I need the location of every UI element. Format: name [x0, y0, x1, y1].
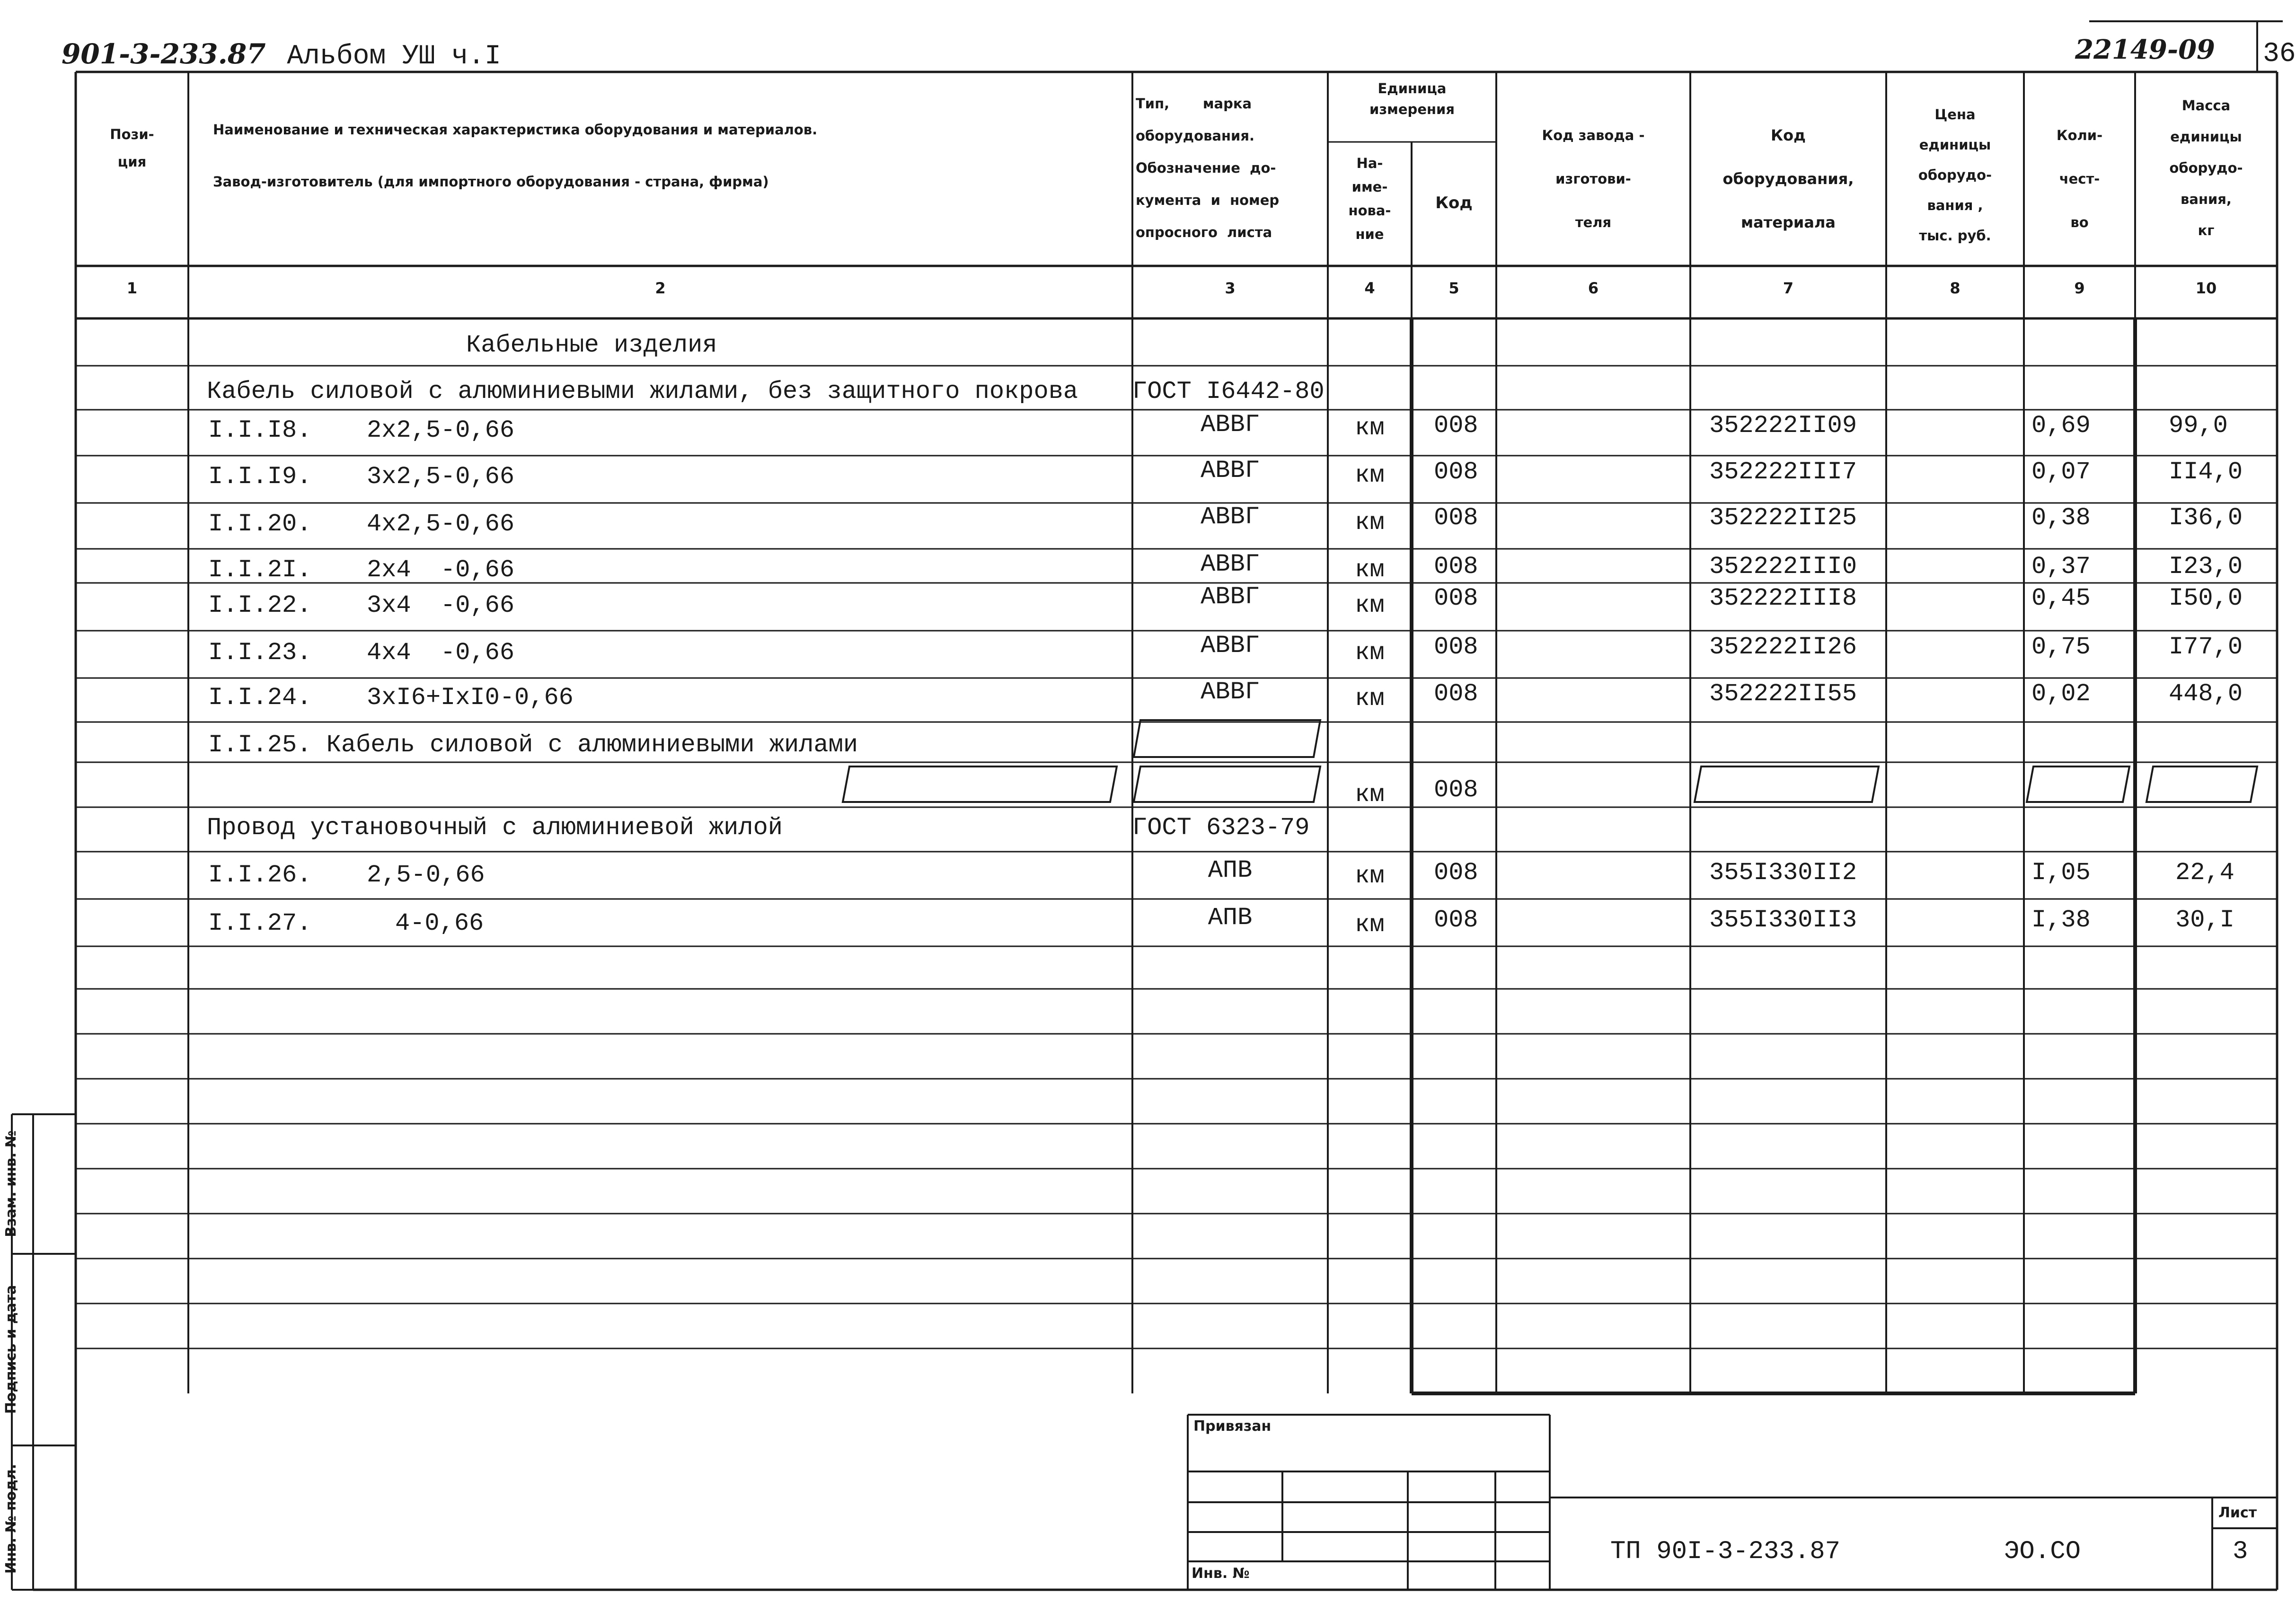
row-mass: I23,0	[2169, 553, 2243, 581]
row-equip-code: 355I330II2	[1709, 859, 1857, 887]
row-unit: км	[1355, 911, 1385, 939]
row-unit: км	[1355, 639, 1385, 667]
row-type: АВВГ	[1201, 411, 1260, 439]
row-unit: км	[1355, 862, 1385, 890]
row-equip-code: 355I330II3	[1709, 906, 1857, 934]
header-unit-code: Код	[1435, 194, 1473, 212]
colnum-5: 5	[1448, 279, 1459, 297]
header-mass: Масса единицы оборудо- вания, кг	[2169, 97, 2243, 238]
row-position: I.I.26.	[208, 861, 312, 889]
stamp-mark: ЭО.СО	[2004, 1537, 2081, 1566]
row-code: 008	[1434, 458, 1478, 486]
header-qty: Коли- чест- во	[2056, 127, 2103, 230]
colnum-1: 1	[126, 279, 138, 297]
row-type: АВВГ	[1201, 632, 1260, 660]
group-standard: ГОСТ 6323-79	[1132, 814, 1310, 842]
header-type: Тип, марка оборудования. Обозначение до- кумента и номер опросного листа	[1136, 96, 1280, 240]
row-type: АВВГ	[1201, 678, 1260, 706]
row-position: I.I.20.	[208, 510, 312, 538]
row-size: 3x2,5-0,66	[367, 463, 515, 491]
album-ref: 901-3-233.87	[62, 38, 266, 70]
row-equip-code: 352222III7	[1709, 458, 1857, 486]
row-qty: I,38	[2031, 906, 2091, 934]
row-mass: I77,0	[2169, 633, 2243, 661]
row-qty: I,05	[2031, 859, 2091, 887]
row-size: 2x2,5-0,66	[367, 416, 515, 444]
colnum-9: 9	[2074, 279, 2085, 297]
row-position: I.I.I9.	[208, 463, 312, 491]
row-position: I.I.22.	[208, 591, 312, 619]
row-code: 008	[1434, 553, 1478, 581]
row-code: 008	[1434, 776, 1478, 804]
stamp-project: ТП 90I-3-233.87	[1610, 1537, 1841, 1566]
row-qty: 0,02	[2031, 680, 2091, 708]
row-unit: км	[1355, 556, 1385, 584]
header-unit-name: На- име- нова- ние	[1348, 155, 1391, 242]
row-mass: 30,I	[2175, 906, 2234, 934]
row-unit: км	[1355, 509, 1385, 537]
row-equip-code: 352222II09	[1709, 412, 1857, 440]
album-title: Альбом УШ ч.I	[287, 41, 501, 72]
row-equip-code: 352222III8	[1709, 584, 1857, 612]
header-name-line2: Завод-изготовитель (для импортного оборудования - страна, фирма)	[213, 174, 769, 190]
row-equip-code: 352222II55	[1709, 680, 1857, 708]
header-price: Цена единицы оборудо- вания , тыс. руб.	[1918, 106, 1992, 244]
row-mass: II4,0	[2169, 458, 2243, 486]
colnum-3: 3	[1225, 279, 1236, 297]
row-type: АВВГ	[1201, 550, 1260, 578]
row-unit: км	[1355, 461, 1385, 489]
row-qty: 0,38	[2031, 504, 2091, 532]
colnum-2: 2	[655, 279, 666, 297]
row-unit: км	[1355, 414, 1385, 442]
header-plant-code: Код завода - изготови- теля	[1542, 127, 1645, 230]
row-code: 008	[1434, 680, 1478, 708]
header-equip-code: Код оборудования, материала	[1722, 126, 1854, 231]
row-code: 008	[1434, 906, 1478, 934]
row-position: I.I.27.	[208, 909, 312, 937]
row-equip-code: 352222III0	[1709, 553, 1857, 581]
row-size: 4x4 -0,66	[367, 639, 515, 667]
header-unit-group: Единица измерения	[1369, 80, 1455, 117]
row-mass: 22,4	[2175, 859, 2234, 887]
row-size: 4-0,66	[395, 909, 484, 937]
row-position: I.I.2I.	[208, 556, 312, 584]
item-heading: I.I.25. Кабель силовой с алюминиевыми жилами	[208, 731, 858, 759]
row-qty: 0,37	[2031, 553, 2091, 581]
stamp-sheet-number: 3	[2233, 1537, 2248, 1566]
row-equip-code: 352222II25	[1709, 504, 1857, 532]
row-size: 2,5-0,66	[367, 861, 485, 889]
sheet-corner-number: 36	[2263, 39, 2296, 70]
row-type: АПВ	[1208, 856, 1253, 884]
group-heading: Провод установочный с алюминиевой жилой	[207, 814, 783, 842]
row-mass: 99,0	[2169, 412, 2228, 440]
stamp-inv-label: Инв. №	[1192, 1565, 1250, 1582]
row-unit: км	[1355, 591, 1385, 619]
row-mass: 448,0	[2169, 680, 2243, 708]
row-type: АВВГ	[1201, 457, 1260, 484]
row-size: 3x4 -0,66	[367, 591, 515, 619]
row-qty: 0,07	[2031, 458, 2091, 486]
row-size: 4x2,5-0,66	[367, 510, 515, 538]
row-type: АВВГ	[1201, 503, 1260, 531]
row-type: АВВГ	[1201, 583, 1260, 611]
margin-vzam: Взам. инв. №	[3, 1130, 19, 1237]
row-qty: 0,69	[2031, 412, 2091, 440]
row-mass: I36,0	[2169, 504, 2243, 532]
row-unit: км	[1355, 781, 1385, 809]
row-size: 3xI6+IxI0-0,66	[367, 684, 574, 712]
row-code: 008	[1434, 584, 1478, 612]
section-heading: Кабельные изделия	[466, 331, 717, 359]
header-position: Пози- ция	[110, 126, 154, 170]
row-qty: 0,45	[2031, 584, 2091, 612]
row-code: 008	[1434, 633, 1478, 661]
group-standard: ГОСТ I6442-80	[1132, 378, 1325, 405]
colnum-10: 10	[2195, 279, 2217, 297]
row-mass: I50,0	[2169, 584, 2243, 612]
group-heading: Кабель силовой с алюминиевыми жилами, без защитного покрова	[207, 378, 1078, 405]
colnum-8: 8	[1950, 279, 1960, 297]
row-code: 008	[1434, 504, 1478, 532]
row-position: I.I.23.	[208, 639, 312, 667]
margin-sign-date: Подпись и дата	[3, 1285, 19, 1414]
doc-number: 22149-09	[2075, 34, 2215, 65]
colnum-7: 7	[1783, 279, 1794, 297]
row-unit: км	[1355, 685, 1385, 713]
row-code: 008	[1434, 859, 1478, 887]
row-size: 2x4 -0,66	[367, 556, 515, 584]
stamp-sheet-label: Лист	[2218, 1505, 2257, 1521]
margin-inv-podl: Инв. № подл.	[3, 1463, 19, 1574]
row-position: I.I.I8.	[208, 416, 312, 444]
colnum-4: 4	[1364, 279, 1375, 297]
row-qty: 0,75	[2031, 633, 2091, 661]
row-position: I.I.24.	[208, 684, 312, 712]
colnum-6: 6	[1588, 279, 1599, 297]
row-code: 008	[1434, 412, 1478, 440]
header-name-line1: Наименование и техническая характеристика оборудования и материалов.	[213, 122, 818, 138]
row-type: АПВ	[1208, 904, 1253, 932]
row-equip-code: 352222II26	[1709, 633, 1857, 661]
stamp-bound-label: Привязан	[1193, 1418, 1272, 1435]
